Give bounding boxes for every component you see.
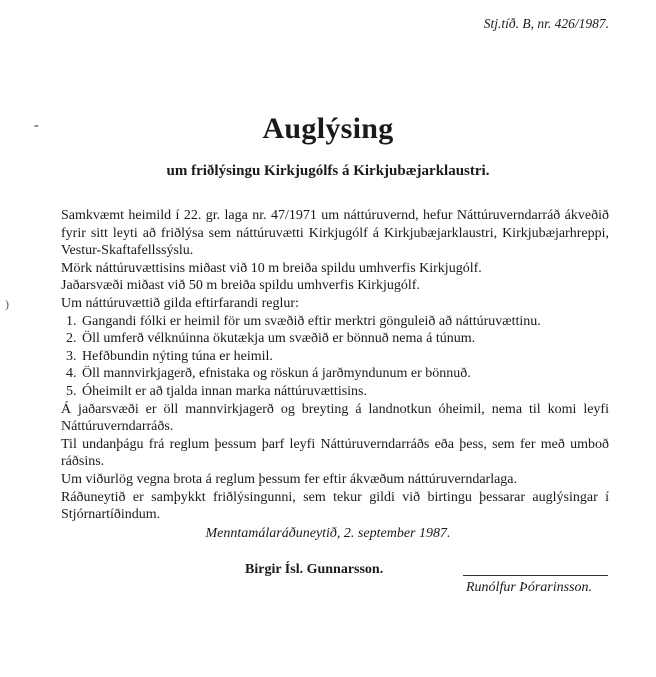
rule-number: 1. bbox=[66, 313, 77, 329]
document-title: Auglýsing bbox=[262, 112, 394, 145]
document-body bbox=[61, 207, 609, 524]
rule-text: Öll umferð vélknúinna ökutækja um svæðið er bönnuð nema á túnum. bbox=[82, 331, 476, 347]
paragraph-rules-intro: Um náttúruvættið gilda eftirfarandi reglur: bbox=[61, 295, 299, 311]
rule-item bbox=[61, 313, 609, 331]
rule-item bbox=[61, 365, 609, 383]
paragraph-boundary: Mörk náttúruvættisins miðast við 10 m breiða spildu umhverfis Kirkjugólf. bbox=[61, 260, 482, 276]
rule-text: Óheimilt er að tjalda innan marka náttúruvættisins. bbox=[82, 383, 367, 399]
publication-reference: Stj.tíð. B, nr. 426/1987. bbox=[483, 16, 609, 31]
rule-item bbox=[61, 383, 609, 401]
rule-number: 5. bbox=[66, 383, 77, 399]
margin-dash: - bbox=[34, 118, 39, 133]
document-subtitle: um friðlýsingu Kirkjugólfs á Kirkjubæjarklaustri. bbox=[166, 163, 490, 179]
rule-text: Öll mannvirkjagerð, efnistaka og röskun á jarðmyndunum er bönnuð. bbox=[82, 366, 471, 382]
paragraph-authority: Samkvæmt heimild í 22. gr. laga nr. 47/1971 um náttúruvernd, hefur Náttúruverndarráð ákveðið fyrir sitt leyti að friðlýsa sem náttúruvætti Kirkjugólf á Kirkjubæjarklaustri, Kirkjubæjarhreppi, Vestur-Skaftafellssýslu. bbox=[61, 208, 609, 259]
paragraph-penalties: Um viðurlög vegna brota á reglum þessum fer eftir ákvæðum náttúruverndarlaga. bbox=[61, 471, 518, 487]
official-signature: Runólfur Þórarinsson. bbox=[466, 580, 593, 595]
rule-item bbox=[61, 348, 609, 366]
paragraph-effective: Ráðuneytið er samþykkt friðlýsingunni, sem tekur gildi við birtingu þessarar auglýsingar í Stjórnartíðindum. bbox=[61, 489, 609, 523]
minister-signature: Birgir Ísl. Gunnarsson. bbox=[245, 562, 384, 577]
paragraph-buffer-restriction: Á jaðarsvæði er öll mannvirkjagerð og breyting á landnotkun óheimil, nema til komi leyfi Náttúruverndarráðs. bbox=[61, 401, 609, 435]
rule-number: 4. bbox=[66, 366, 77, 382]
rule-number: 2. bbox=[66, 331, 77, 347]
rule-text: Hefðbundin nýting túna er heimil. bbox=[82, 348, 273, 364]
paragraph-buffer-zone: Jaðarsvæði miðast við 50 m breiða spildu umhverfis Kirkjugólf. bbox=[61, 278, 420, 294]
margin-bracket: ) bbox=[5, 297, 9, 311]
signature-rule bbox=[463, 575, 608, 576]
place-and-date: Menntamálaráðuneytið, 2. september 1987. bbox=[205, 526, 451, 541]
rule-item bbox=[61, 330, 609, 348]
rule-number: 3. bbox=[66, 348, 77, 364]
paragraph-exemption: Til undanþágu frá reglum þessum þarf leyfi Náttúruverndarráðs eða þess, sem fer með umboð ráðsins. bbox=[61, 436, 609, 470]
rules-list bbox=[61, 313, 609, 401]
rule-text: Gangandi fólki er heimil för um svæðið eftir merktri gönguleið að náttúruvættinu. bbox=[82, 313, 541, 329]
